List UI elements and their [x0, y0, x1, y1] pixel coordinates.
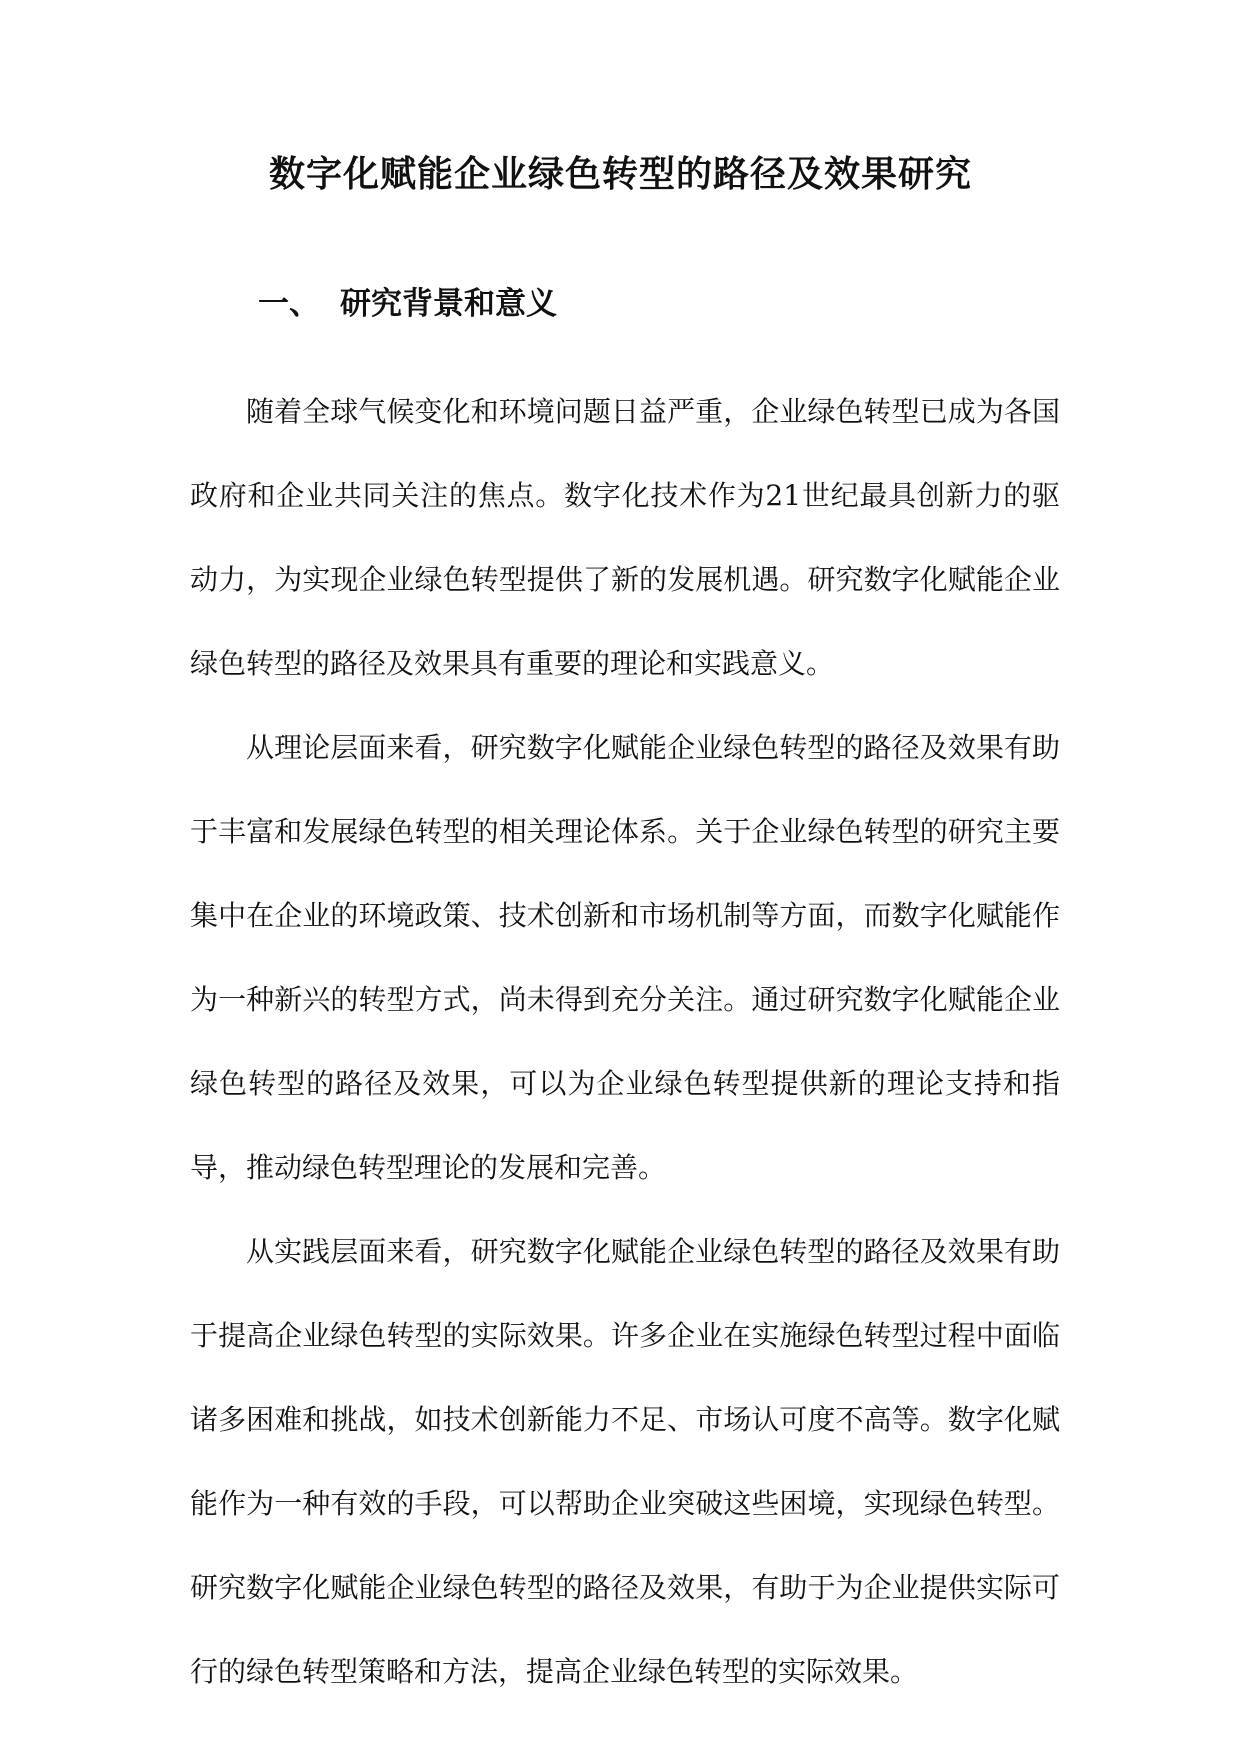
section-title: 研究背景和意义 [340, 286, 557, 322]
paragraph-background: 随着全球气候变化和环境问题日益严重，企业绿色转型已成为各国政府和企业共同关注的焦点。数字化技术作为21世纪最具创新力的驱动力，为实现企业绿色转型提供了新的发展机遇。研究数字化赋能企业绿色转型的路径及效果具有重要的理论和实践意义。 [190, 395, 1060, 680]
body-text [190, 370, 1060, 1714]
paragraph-theory: 从理论层面来看，研究数字化赋能企业绿色转型的路径及效果有助于丰富和发展绿色转型的相关理论体系。关于企业绿色转型的研究主要集中在企业的环境政策、技术创新和市场机制等方面，而数字化赋能作为一种新兴的转型方式，尚未得到充分关注。通过研究数字化赋能企业绿色转型的路径及效果，可以为企业绿色转型提供新的理论支持和指导，推动绿色转型理论的发展和完善。 [190, 731, 1060, 1184]
document-title: 数字化赋能企业绿色转型的路径及效果研究 [268, 153, 972, 195]
section-heading [258, 282, 557, 326]
paragraph-practice: 从实践层面来看，研究数字化赋能企业绿色转型的路径及效果有助于提高企业绿色转型的实际效果。许多企业在实施绿色转型过程中面临诸多困难和挑战，如技术创新能力不足、市场认可度不高等。数字化赋能作为一种有效的手段，可以帮助企业突破这些困境，实现绿色转型。研究数字化赋能企业绿色转型的路径及效果，有助于为企业提供实际可行的绿色转型策略和方法，提高企业绿色转型的实际效果。 [190, 1235, 1060, 1688]
section-number: 一、 [258, 286, 320, 322]
